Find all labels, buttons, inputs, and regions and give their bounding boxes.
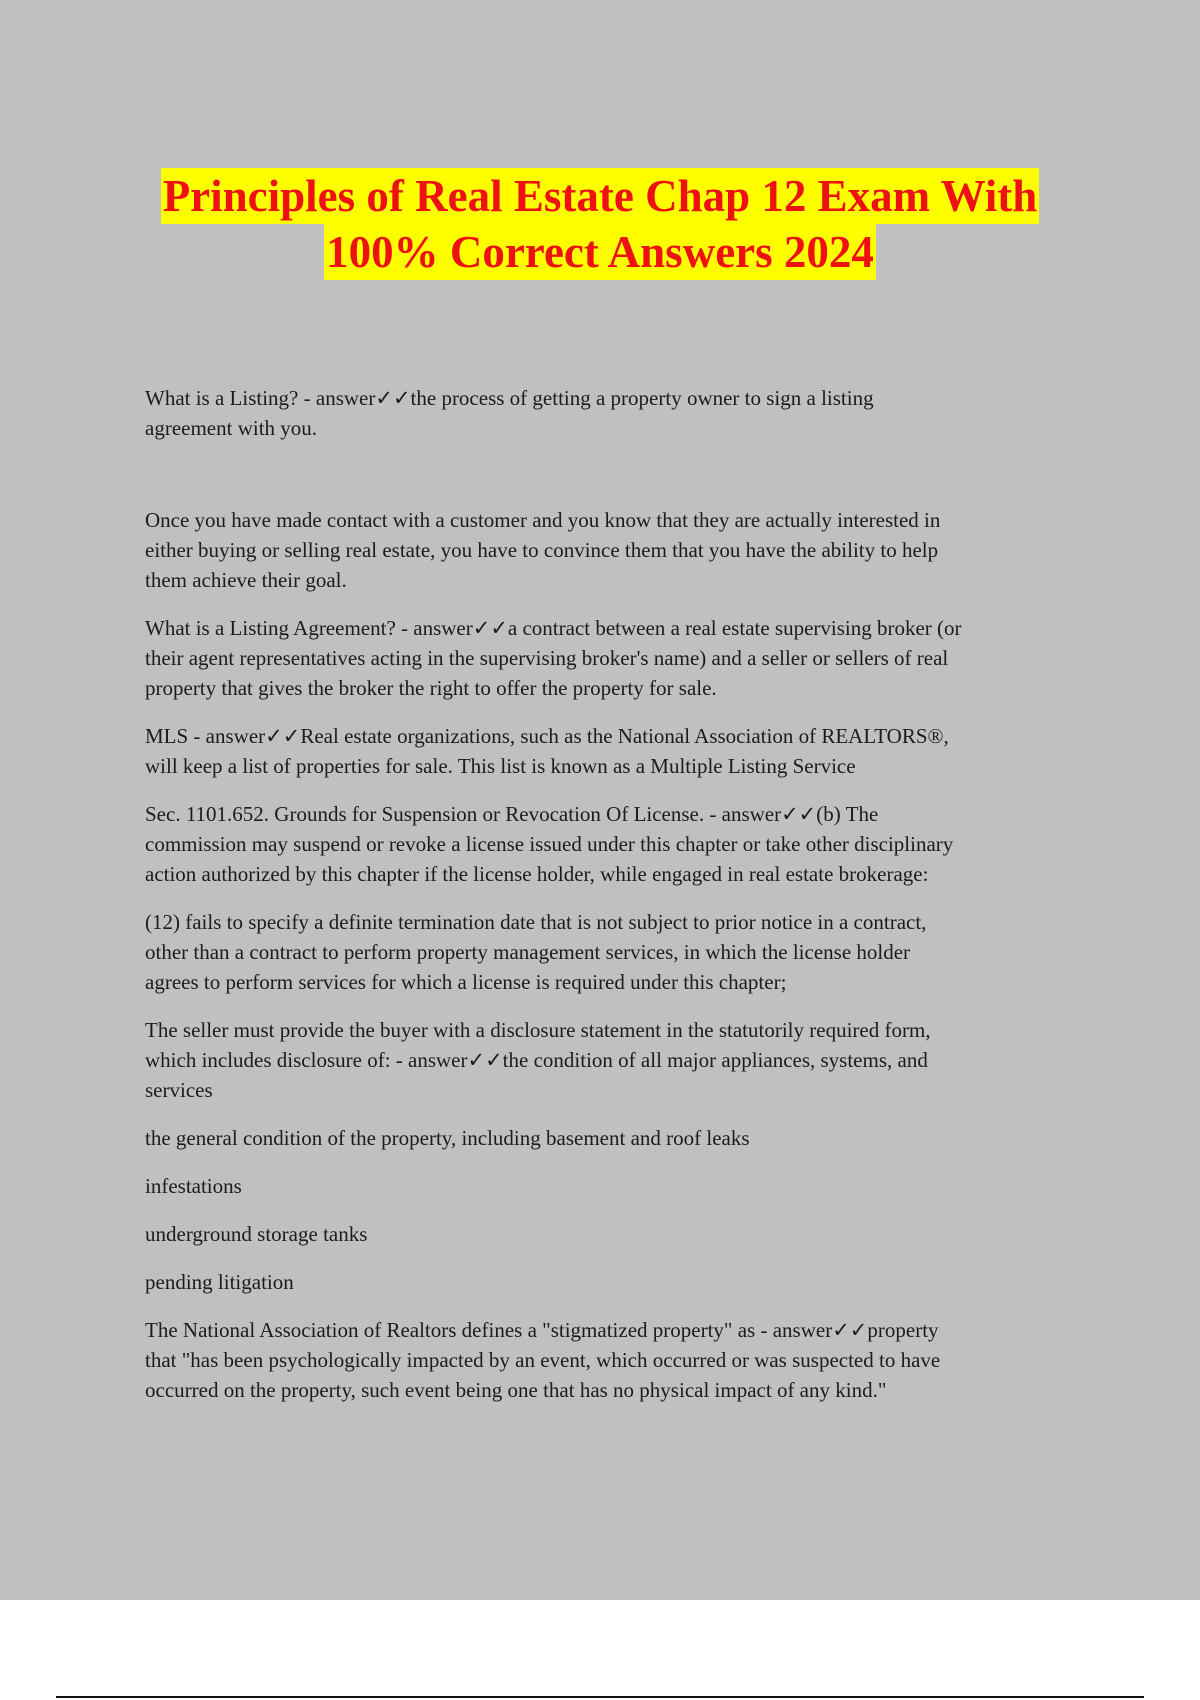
paragraph-infestations: infestations [145, 1174, 242, 1198]
paragraph-storage-tanks: underground storage tanks [145, 1222, 368, 1246]
paragraph-general-condition: the general condition of the property, including basement and roof leaks [145, 1126, 750, 1150]
paragraph-termination-date: (12) fails to specify a definite termination date that is not subject to prior notice in a contract, other than a contract to perform property management services, in which the license holder agrees to perform services for which a license is required under this chapter; [145, 910, 927, 994]
paragraph-listing-agreement: What is a Listing Agreement? - answer✓✓a contract between a real estate supervising broker (or their agent representatives acting in the supervising broker's name) and a seller or sellers of real property that gives the broker the right to offer the property for sale. [145, 616, 962, 700]
document-title [0, 168, 1200, 280]
footer-divider [56, 1696, 1144, 1698]
title-line-2: 100% Correct Answers 2024 [324, 224, 876, 280]
paragraph-license-suspension: Sec. 1101.652. Grounds for Suspension or Revocation Of License. - answer✓✓(b) The commission may suspend or revoke a license issued under this chapter or take other disciplinary action authorized by this chapter if the license holder, while engaged in real estate brokerage: [145, 802, 954, 886]
document-body [145, 383, 1095, 1423]
paragraph-customer-contact: Once you have made contact with a customer and you know that they are actually interested in either buying or selling real estate, you have to convince them that you have the ability to help them achieve their goal. [145, 508, 941, 592]
title-line-1: Principles of Real Estate Chap 12 Exam With [161, 168, 1040, 224]
paragraph-stigmatized-property: The National Association of Realtors defines a "stigmatized property" as - answer✓✓property that "has been psychologically impacted by an event, which occurred or was suspected to have occurred on the property, such event being one that has no physical impact of any kind." [145, 1318, 941, 1402]
paragraph-listing-definition: What is a Listing? - answer✓✓the process of getting a property owner to sign a listing agreement with you. [145, 386, 874, 440]
paragraph-disclosure-statement: The seller must provide the buyer with a disclosure statement in the statutorily required form, which includes disclosure of: - answer✓✓the condition of all major appliances, systems, and services [145, 1018, 931, 1102]
paragraph-pending-litigation: pending litigation [145, 1270, 294, 1294]
paragraph-mls: MLS - answer✓✓Real estate organizations, such as the National Association of REALTORS®, will keep a list of properties for sale. This list is known as a Multiple Listing Service [145, 724, 949, 778]
